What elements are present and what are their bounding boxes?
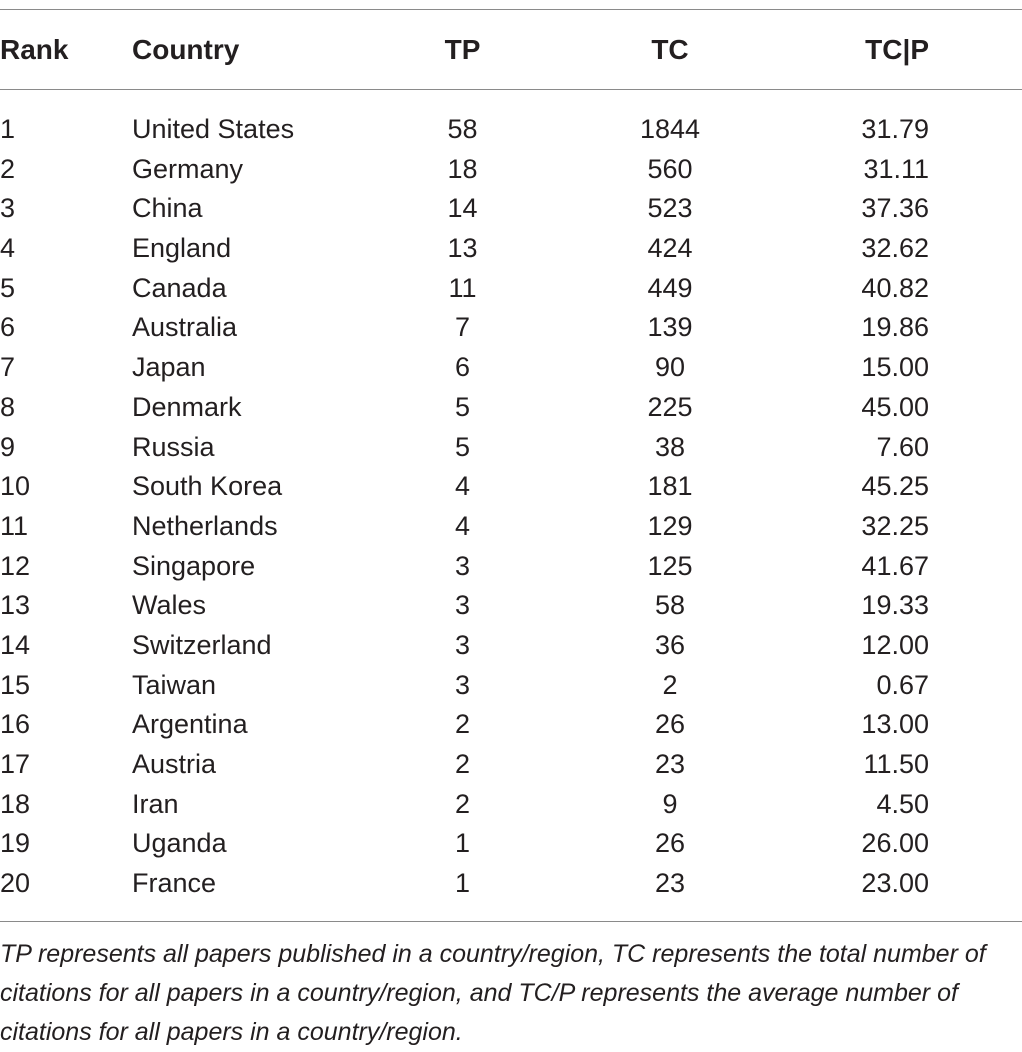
cell-country: Denmark [132, 391, 242, 422]
cell-tc: 23 [654, 868, 686, 899]
table-row [0, 785, 1022, 825]
cell-rank: 16 [0, 709, 31, 740]
cell-rank: 1 [0, 114, 16, 144]
cell-tp: 4 [454, 471, 471, 502]
cell-tcp: 45.25 [861, 471, 929, 502]
table-row [0, 626, 1022, 666]
cell-tp: 14 [447, 193, 478, 224]
cell-rank: 11 [0, 510, 29, 541]
header-tc: TC [651, 34, 689, 65]
cell-tc: 58 [654, 590, 686, 621]
cell-tcp: 40.82 [861, 272, 929, 303]
cell-country: Germany [132, 153, 244, 184]
table-row [0, 547, 1022, 587]
cell-tc: 23 [654, 749, 686, 779]
cell-tcp: 7.60 [876, 431, 929, 462]
header-country: Country [132, 34, 240, 65]
cell-tcp: 15.00 [861, 352, 929, 383]
cell-country: Uganda [132, 828, 227, 859]
cell-tcp: 32.25 [861, 510, 929, 541]
cell-rank: 18 [0, 788, 31, 819]
cell-tcp: 45.00 [861, 391, 929, 422]
cell-country: Singapore [132, 550, 256, 581]
cell-rank: 8 [0, 391, 16, 422]
cell-country: England [132, 233, 232, 264]
cell-rank: 20 [0, 868, 31, 899]
cell-country: Austria [132, 749, 217, 779]
cell-country: United States [132, 114, 295, 144]
cell-tc: 139 [647, 312, 693, 343]
cell-rank: 14 [0, 629, 31, 660]
table-row [0, 507, 1022, 547]
table-row [0, 189, 1022, 229]
cell-tp: 2 [454, 749, 471, 779]
table-row [0, 467, 1022, 507]
cell-tp: 3 [454, 669, 471, 700]
table-row [0, 388, 1022, 428]
cell-rank: 12 [0, 550, 31, 581]
table-row [0, 229, 1022, 269]
cell-tcp: 31.11 [863, 153, 929, 184]
cell-tp: 11 [448, 272, 477, 303]
cell-rank: 9 [0, 431, 16, 462]
cell-rank: 10 [0, 471, 31, 502]
cell-tc: 90 [654, 352, 686, 383]
cell-rank: 15 [0, 669, 31, 700]
table-row [0, 428, 1022, 468]
cell-rank: 5 [0, 272, 16, 303]
cell-tp: 7 [454, 312, 471, 343]
cell-tcp: 31.79 [861, 114, 929, 144]
cell-tp: 18 [447, 153, 478, 184]
cell-tcp: 37.36 [861, 193, 929, 224]
cell-tp: 3 [454, 590, 471, 621]
cell-tcp: 26.00 [861, 828, 929, 859]
cell-tcp: 32.62 [861, 233, 929, 264]
cell-tcp: 13.00 [861, 709, 929, 740]
cell-country: Argentina [132, 709, 248, 740]
cell-tc: 26 [654, 828, 686, 859]
cell-country: Netherlands [132, 510, 278, 541]
cell-country: Canada [132, 272, 227, 303]
table-top-rule [0, 9, 1022, 10]
cell-country: Russia [132, 431, 215, 462]
cell-rank: 13 [0, 590, 31, 621]
cell-tcp: 12.00 [861, 629, 929, 660]
cell-tc: 2 [662, 669, 678, 700]
cell-country: France [132, 868, 217, 899]
cell-rank: 3 [0, 193, 16, 224]
cell-tc: 129 [647, 510, 693, 541]
cell-tcp: 41.67 [861, 550, 929, 581]
cell-country: Switzerland [132, 629, 272, 660]
cell-country: Iran [132, 788, 179, 819]
cell-tcp: 23.00 [861, 868, 929, 899]
cell-country: Taiwan [132, 669, 217, 700]
cell-tp: 6 [454, 352, 471, 383]
cell-rank: 4 [0, 233, 16, 264]
cell-tc: 424 [647, 233, 693, 264]
cell-country: Wales [132, 590, 207, 621]
cell-tcp: 19.86 [861, 312, 929, 343]
cell-tc: 181 [647, 471, 693, 502]
table-row [0, 745, 1022, 785]
cell-tc: 1844 [639, 114, 701, 144]
cell-tcp: 4.50 [876, 788, 929, 819]
cell-tc: 125 [647, 550, 693, 581]
cell-rank: 7 [0, 352, 16, 383]
header-tp: TP [444, 34, 481, 65]
table-footnote: TP represents all papers published in a country/region, TC represents the total number of citations for all papers in a country/region, and TC/P represents the average number of citations for all papers in a country/region. [0, 940, 986, 1046]
cell-rank: 19 [0, 828, 31, 859]
cell-tcp: 0.67 [876, 669, 929, 700]
cell-tp: 3 [454, 629, 471, 660]
table-row [0, 824, 1022, 864]
table-row [0, 705, 1022, 745]
cell-tp: 1 [454, 868, 471, 899]
cell-tp: 58 [447, 114, 478, 144]
cell-tp: 3 [454, 550, 471, 581]
header-tcp: TC|P [865, 34, 929, 65]
header-rank: Rank [0, 34, 69, 65]
table-row [0, 586, 1022, 626]
table-row [0, 308, 1022, 348]
cell-rank: 2 [0, 153, 16, 184]
cell-tp: 5 [454, 431, 471, 462]
cell-tcp: 19.33 [861, 590, 929, 621]
table-header-rule [0, 89, 1022, 90]
cell-country: Australia [132, 312, 238, 343]
table-row [0, 348, 1022, 388]
cell-country: China [132, 193, 203, 224]
cell-tp: 13 [447, 233, 478, 264]
cell-tcp: 11.50 [863, 749, 929, 779]
cell-tp: 4 [454, 510, 471, 541]
cell-rank: 17 [0, 749, 31, 779]
table-row [0, 666, 1022, 706]
cell-tc: 523 [647, 193, 693, 224]
table-row [0, 110, 1022, 150]
table-bottom-rule [0, 921, 1022, 922]
cell-tc: 9 [662, 788, 678, 819]
cell-tc: 26 [654, 709, 686, 740]
cell-tc: 560 [647, 153, 693, 184]
table-row [0, 269, 1022, 309]
table-header-row [0, 28, 1022, 72]
cell-tp: 2 [454, 709, 471, 740]
cell-tp: 2 [454, 788, 471, 819]
cell-tp: 1 [454, 828, 471, 859]
table-body [0, 110, 1022, 904]
cell-tp: 5 [454, 391, 471, 422]
cell-tc: 449 [647, 272, 693, 303]
table-row [0, 864, 1022, 904]
cell-tc: 38 [654, 431, 686, 462]
cell-country: South Korea [132, 471, 283, 502]
table-row [0, 150, 1022, 190]
cell-rank: 6 [0, 312, 16, 343]
cell-tc: 225 [647, 391, 693, 422]
cell-country: Japan [132, 352, 206, 383]
cell-tc: 36 [654, 629, 686, 660]
